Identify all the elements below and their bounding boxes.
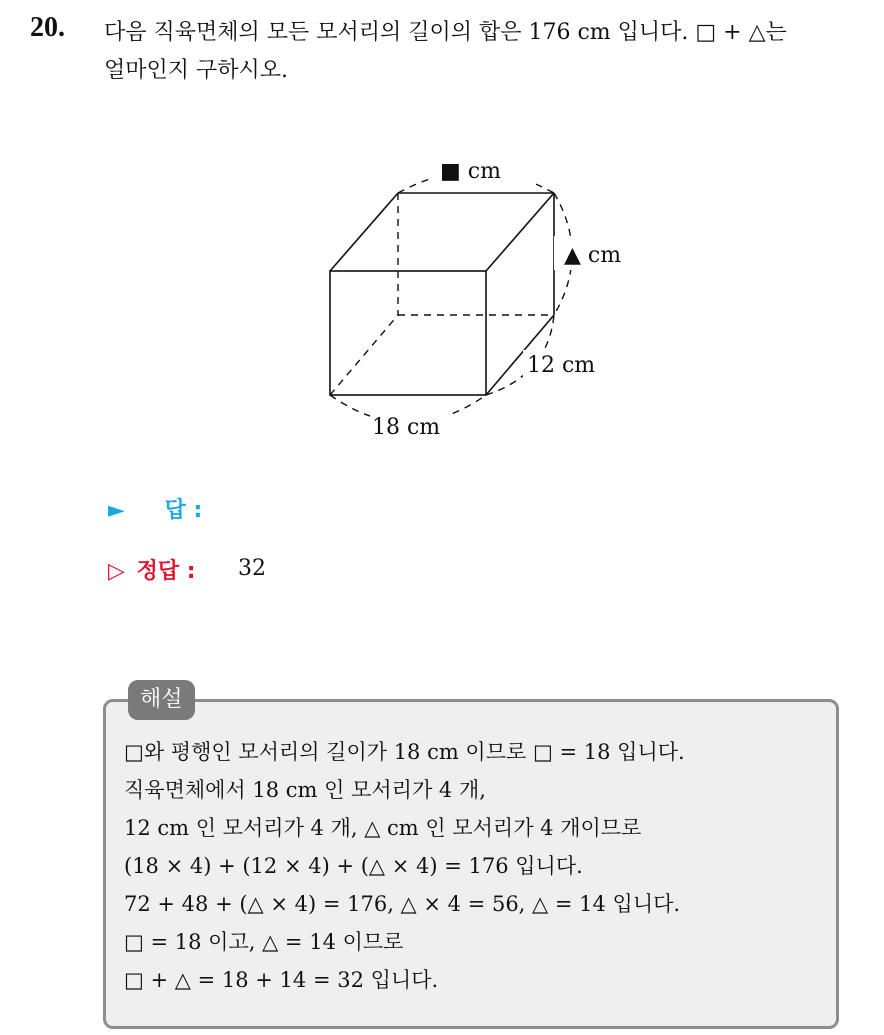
- explanation-line: □와 평행인 모서리의 길이가 18 cm 이므로 □ = 18 입니다.: [124, 740, 685, 764]
- correct-answer-value: 32: [238, 556, 266, 581]
- cuboid-top-left-edge: [330, 193, 398, 271]
- play-arrow-icon: ►: [108, 498, 125, 523]
- explanation-line: 72 + 48 + (△ × 4) = 176, △ × 4 = 56, △ = 14 입니다.: [124, 892, 681, 916]
- answer-blank-row: [108, 493, 202, 524]
- explanation-text: [124, 733, 834, 999]
- cuboid-hidden-depth-edge: [330, 315, 398, 395]
- cuboid-front-face: [330, 271, 486, 395]
- explanation-tag: 해설: [128, 680, 195, 720]
- cuboid-top-right-edge: [486, 193, 554, 271]
- question-text: [104, 14, 864, 90]
- cuboid-figure: [318, 150, 648, 450]
- explanation-line: □ + △ = 18 + 14 = 32 입니다.: [124, 968, 439, 992]
- question-line-2: 얼마인지 구하시오.: [104, 58, 289, 83]
- outline-arrow-icon: ▷: [108, 559, 125, 584]
- label-right-triangle-cm: ▲ cm: [564, 243, 622, 268]
- explanation-line: □ = 18 이고, △ = 14 이므로: [124, 930, 404, 954]
- explanation-line: 직육면체에서 18 cm 인 모서리가 4 개,: [124, 778, 486, 802]
- correct-answer-row: [108, 554, 196, 585]
- explanation-line: 12 cm 인 모서리가 4 개, △ cm 인 모서리가 4 개이므로: [124, 816, 642, 840]
- label-bottom-18cm: 18 cm: [372, 415, 441, 440]
- correct-answer-label: 정답 :: [136, 559, 196, 584]
- label-depth-12cm: 12 cm: [527, 353, 596, 378]
- answer-label: 답 :: [164, 498, 203, 523]
- question-line-1: 다음 직육면체의 모든 모서리의 길이의 합은 176 cm 입니다. □ + △는: [104, 20, 787, 45]
- question-number: 20.: [30, 12, 65, 43]
- explanation-line: (18 × 4) + (12 × 4) + (△ × 4) = 176 입니다.: [124, 854, 583, 878]
- label-top-square-cm: ■ cm: [440, 159, 501, 184]
